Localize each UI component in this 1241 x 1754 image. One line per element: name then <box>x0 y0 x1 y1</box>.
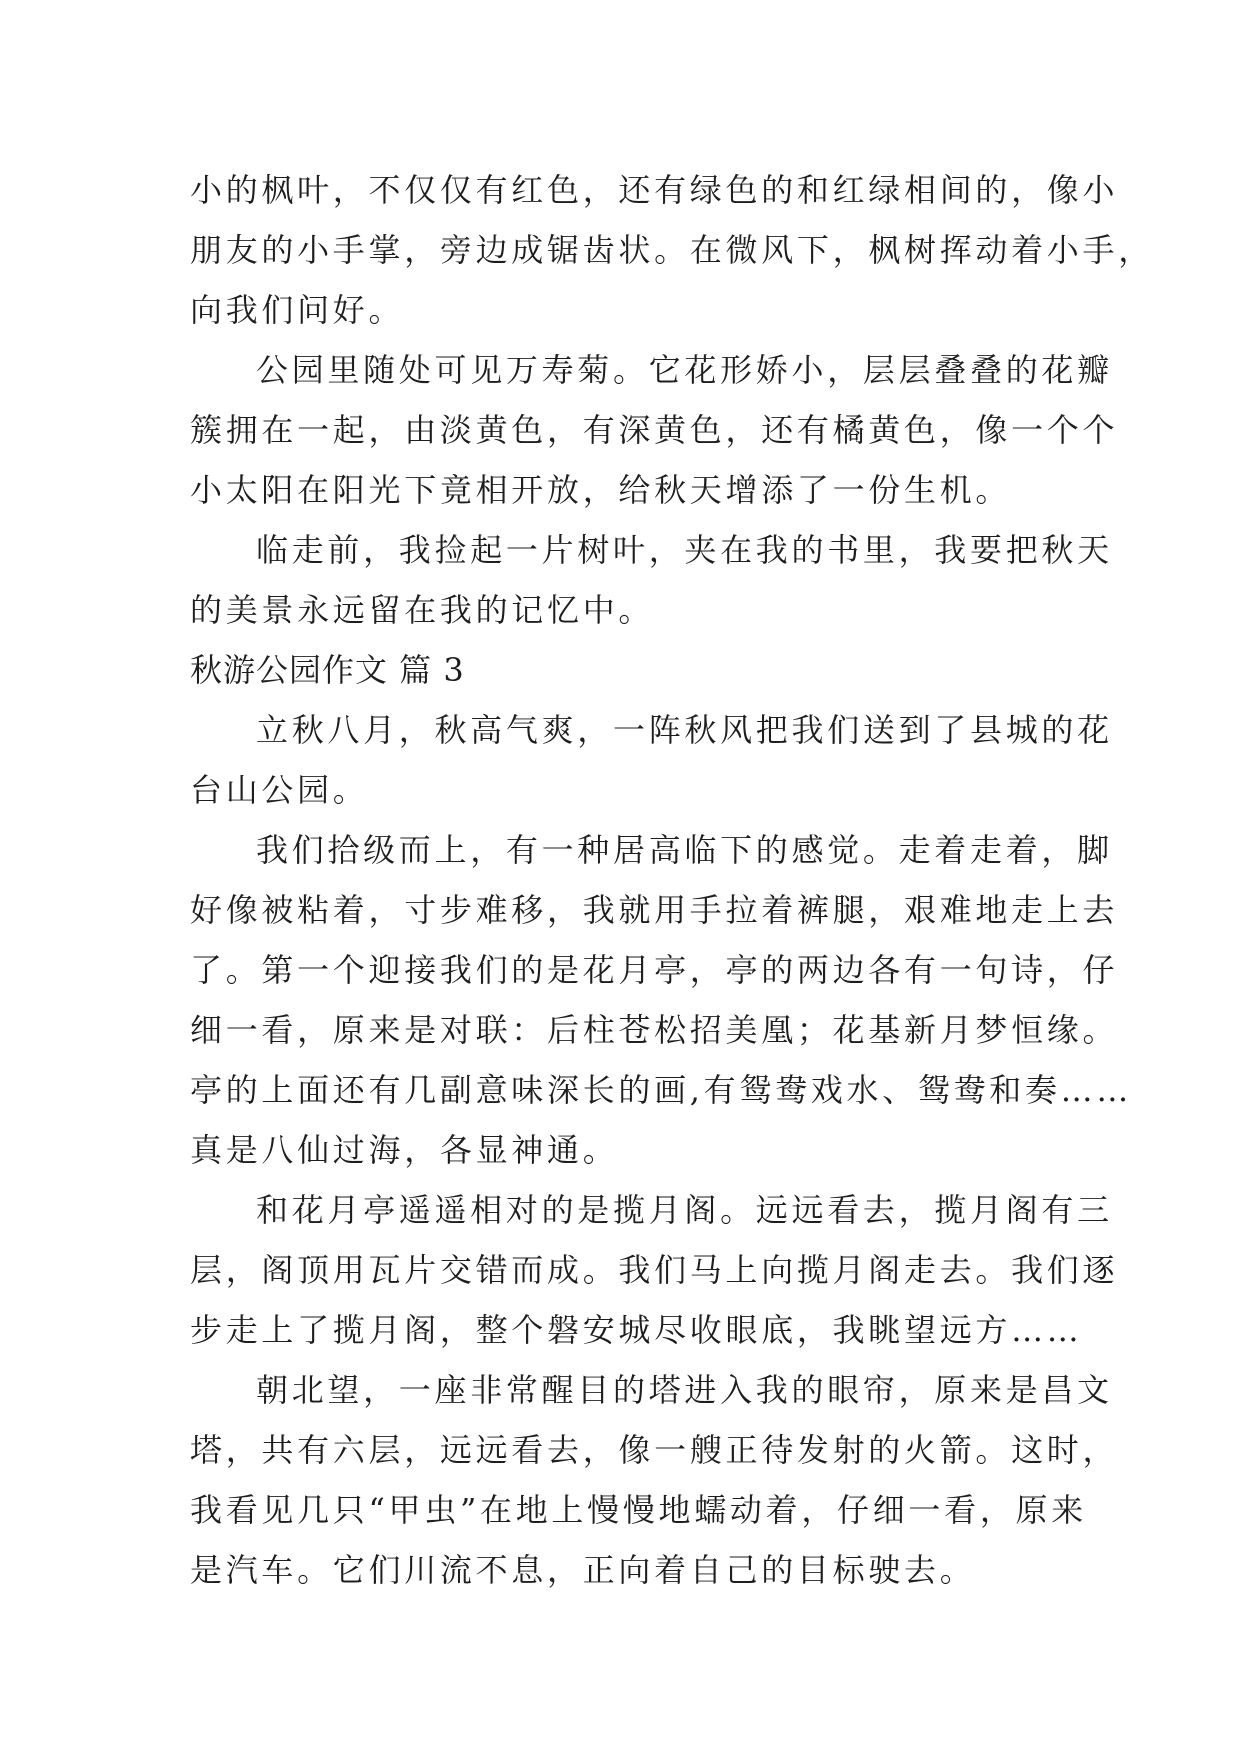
text-line: 立秋八月，秋高气爽，一阵秋风把我们送到了县城的花 <box>256 711 1113 749</box>
text-line: 临走前，我捡起一片树叶，夹在我的书里，我要把秋天 <box>256 531 1113 569</box>
text-line: 步走上了揽月阁，整个磐安城尽收眼底，我眺望远方…… <box>190 1311 1083 1349</box>
text-line: 朋友的小手掌，旁边成锯齿状。在微风下，枫树挥动着小手， <box>190 231 1154 269</box>
text-line: 小的枫叶，不仅仅有红色，还有绿色的和红绿相间的，像小 <box>190 171 1119 209</box>
document-body <box>190 160 1154 1600</box>
text-line: 台山公园。 <box>190 771 369 809</box>
text-line: 簇拥在一起，由淡黄色，有深黄色，还有橘黄色，像一个个 <box>190 411 1119 449</box>
text-line: 亭的上面还有几副意味深长的画,有鸳鸯戏水、鸳鸯和奏…… <box>190 1071 1133 1109</box>
text-line: 我看见几只“甲虫”在地上慢慢地蠕动着，仔细一看，原来 <box>190 1491 1087 1529</box>
text-line: 朝北望，一座非常醒目的塔进入我的眼帘，原来是昌文 <box>256 1371 1113 1409</box>
text-line: 我们拾级而上，有一种居高临下的感觉。走着走着，脚 <box>256 831 1113 869</box>
text-line: 了。第一个迎接我们的是花月亭，亭的两边各有一句诗，仔 <box>190 951 1119 989</box>
text-line: 公园里随处可见万寿菊。它花形娇小，层层叠叠的花瓣 <box>256 351 1113 389</box>
text-line: 塔，共有六层，远远看去，像一艘正待发射的火箭。这时， <box>190 1431 1119 1469</box>
text-line: 层，阁顶用瓦片交错而成。我们马上向揽月阁走去。我们逐 <box>190 1251 1119 1289</box>
text-line: 是汽车。它们川流不息，正向着自己的目标驶去。 <box>190 1551 976 1589</box>
text-line: 的美景永远留在我的记忆中。 <box>190 591 655 629</box>
text-line: 细一看，原来是对联：后柱苍松招美凰；花基新月梦恒缘。 <box>190 1011 1119 1049</box>
text-line: 真是八仙过海，各显神通。 <box>190 1131 619 1169</box>
section-heading: 秋游公园作文 篇 3 <box>190 651 465 689</box>
text-line: 向我们问好。 <box>190 291 405 329</box>
text-line: 和花月亭遥遥相对的是揽月阁。远远看去，揽月阁有三 <box>256 1191 1113 1229</box>
text-line: 好像被粘着，寸步难移，我就用手拉着裤腿，艰难地走上去 <box>190 891 1119 929</box>
text-line: 小太阳在阳光下竟相开放，给秋天增添了一份生机。 <box>190 471 1012 509</box>
